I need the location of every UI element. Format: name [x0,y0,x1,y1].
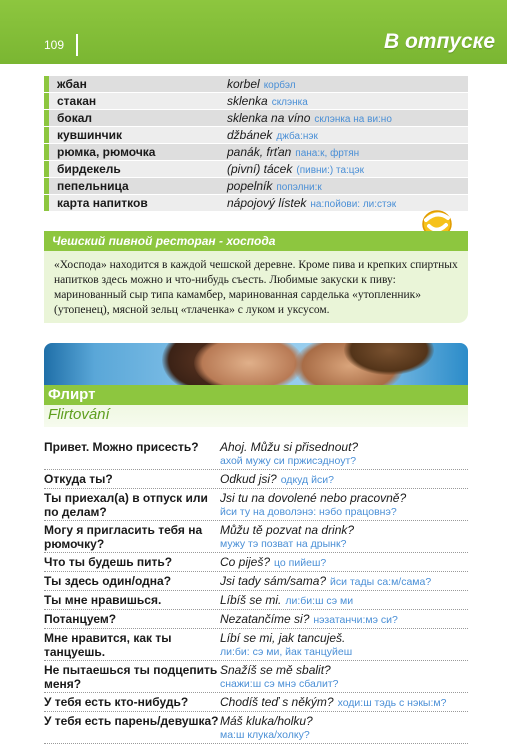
phrase-cz [220,611,468,627]
vocab-ru: стакан [57,94,97,108]
vocab-row [44,144,468,160]
phrase-ru: Ты мне нравишься. [44,593,162,607]
phrase-cz-text: Co piješ? [220,555,271,569]
phrase-cz [220,592,468,608]
vocab-cz-word: sklenka na víno [227,111,311,125]
phrase-cz-text: Líbí se mi, jak tancuješ. [220,631,346,645]
phrase-row [44,521,468,553]
phrase-transcription: йси тады са:м/сама? [330,576,432,588]
phrase-transcription: ахой мужу си пржисэдноут? [220,455,357,467]
phrase-ru: У тебя есть кто-нибудь? [44,695,189,709]
vocab-row [44,93,468,109]
vocab-cz-word: popelník [227,179,273,193]
vocab-transcription: джба:нэк [276,131,318,142]
phrase-cz-text: Ahoj. Můžu si přisednout? [220,440,359,454]
section-title: В отпуске [383,30,495,53]
vocab-ru: бокал [57,111,93,125]
phrase-row [44,489,468,521]
flirt-title-cz: Flirtování [48,406,110,423]
phrase-ru: Могу я пригласить тебя на рюмочку? [44,523,203,551]
vocab-cz-word: džbánek [227,128,273,142]
vocab-cz [227,144,359,162]
vocab-ru: жбан [57,77,87,91]
vocab-transcription: склэнка [271,97,308,108]
phrase-transcription: ма:ш клука/холку? [220,729,310,741]
vocab-cz [227,127,318,145]
phrase-row [44,553,468,572]
vocab-ru: бирдекель [57,162,121,176]
vocab-transcription: корбэл [263,80,296,91]
phrase-row [44,661,468,693]
vocab-ru: карта напитков [57,196,148,210]
phrase-row [44,629,468,661]
photo-shape [194,343,304,385]
phrase-list [44,438,468,744]
phrase-cz [220,439,468,468]
phrase-row [44,712,468,744]
vocab-cz [227,195,396,213]
phrase-transcription: ли:би:ш сэ ми [285,595,354,607]
vocab-cz [227,178,322,196]
vocabulary-table [44,76,468,212]
phrase-cz-text: Odkud jsi? [220,472,277,486]
vocab-cz [227,93,308,111]
phrase-ru: Ты здесь один/одна? [44,574,172,588]
phrase-transcription: цо пийеш? [274,557,327,569]
phrase-row [44,693,468,712]
phrase-transcription: ли:би: сэ ми, йак танцуйеш [220,646,353,658]
phrase-transcription: ходи:ш тэдь с нэкы:м? [337,697,447,709]
phrase-cz [220,694,468,710]
phrase-transcription: нэзатанчи:мэ си? [313,614,398,626]
phrase-cz-text: Jsi tady sám/sama? [220,574,327,588]
vocab-row [44,127,468,143]
page-number: 109 [44,38,65,52]
phrase-cz [220,471,468,487]
phrase-ru: Мне нравится, как ты танцуешь. [44,631,172,659]
phrase-cz-text: Líbíš se mi. [220,593,282,607]
phrase-transcription: одкуд йси? [280,474,334,486]
vocab-row [44,195,468,211]
vocab-row [44,76,468,92]
phrase-cz-text: Máš kluka/holku? [220,714,313,728]
vocab-cz-word: panák, frťan [227,145,292,159]
phrase-transcription: мужу тэ позват на дрынк? [220,538,347,550]
page-header [0,0,507,64]
vocab-ru: кувшинчик [57,128,123,142]
phrase-ru: Ты приехал(а) в отпуск или по делам? [44,491,208,519]
header-divider [76,34,78,56]
vocab-transcription: (пивни:) та:цэк [296,165,365,176]
phrase-ru: Потанцуем? [44,612,117,626]
vocab-ru: пепельница [57,179,129,193]
phrase-cz [220,630,468,659]
phrase-cz-text: Snažíš se mě sbalit? [220,663,331,677]
vocab-cz [227,76,296,94]
phrase-ru: Откуда ты? [44,472,113,486]
vocab-transcription: попэлни:к [276,182,322,193]
phrase-cz [220,490,468,519]
vocab-cz [227,110,392,128]
phrase-row [44,610,468,629]
phrase-cz-text: Chodíš teď s někým? [220,695,334,709]
vocab-cz [227,161,364,179]
phrase-transcription: снажи:ш сэ мнэ сбалит? [220,678,339,690]
phrase-transcription: йси ту на доволэнэ: нэбо працовнэ? [220,506,397,518]
flirt-section-header [44,385,468,427]
vocab-ru: рюмка, рюмочка [57,145,156,159]
phrase-cz [220,573,468,589]
phrase-ru: У тебя есть парень/девушка? [44,714,219,728]
phrase-cz-text: Nezatančíme si? [220,612,310,626]
phrase-row [44,591,468,610]
info-box [44,231,468,323]
vocab-row [44,178,468,194]
vocab-cz-word: (pivní) tácek [227,162,293,176]
vocab-row [44,161,468,177]
vocab-row [44,110,468,126]
info-title: Чешский пивной ресторан - хоспода [44,231,468,251]
phrase-cz [220,554,468,570]
phrase-row [44,470,468,489]
vocab-transcription: склэнка на ви:но [314,114,392,125]
vocab-cz-word: sklenka [227,94,268,108]
vocab-cz-word: nápojový lístek [227,196,307,210]
phrase-cz-text: Jsi tu na dovolené nebo pracovně? [220,491,407,505]
phrase-ru: Не пытаешься ты подцепить меня? [44,663,218,691]
couple-photo [44,343,468,385]
vocab-cz-word: korbel [227,77,260,91]
phrase-cz-text: Můžu tě pozvat na drink? [220,523,355,537]
phrase-cz [220,713,468,742]
vocab-transcription: пана:к, фртян [295,148,360,159]
phrase-row [44,572,468,591]
flirt-title-ru: Флирт [44,385,468,405]
vocab-transcription: на:пойови: ли:стэк [310,199,397,210]
phrase-cz [220,662,468,691]
info-text: «Хоспода» находится в каждой чешской деревне. Кроме пива и крепких спиртных напитков здесь можно и что-нибудь съесть. Любимые закуски к пиву: маринованный сыр типа камамбер, маринованная сарделька «утопленник» (утопенец), мясной зельц «тлаченка» с луком и уксусом. [54,259,458,316]
phrase-row [44,438,468,470]
phrase-ru: Привет. Можно присесть? [44,440,199,454]
phrase-cz [220,522,468,551]
phrase-ru: Что ты будешь пить? [44,555,173,569]
